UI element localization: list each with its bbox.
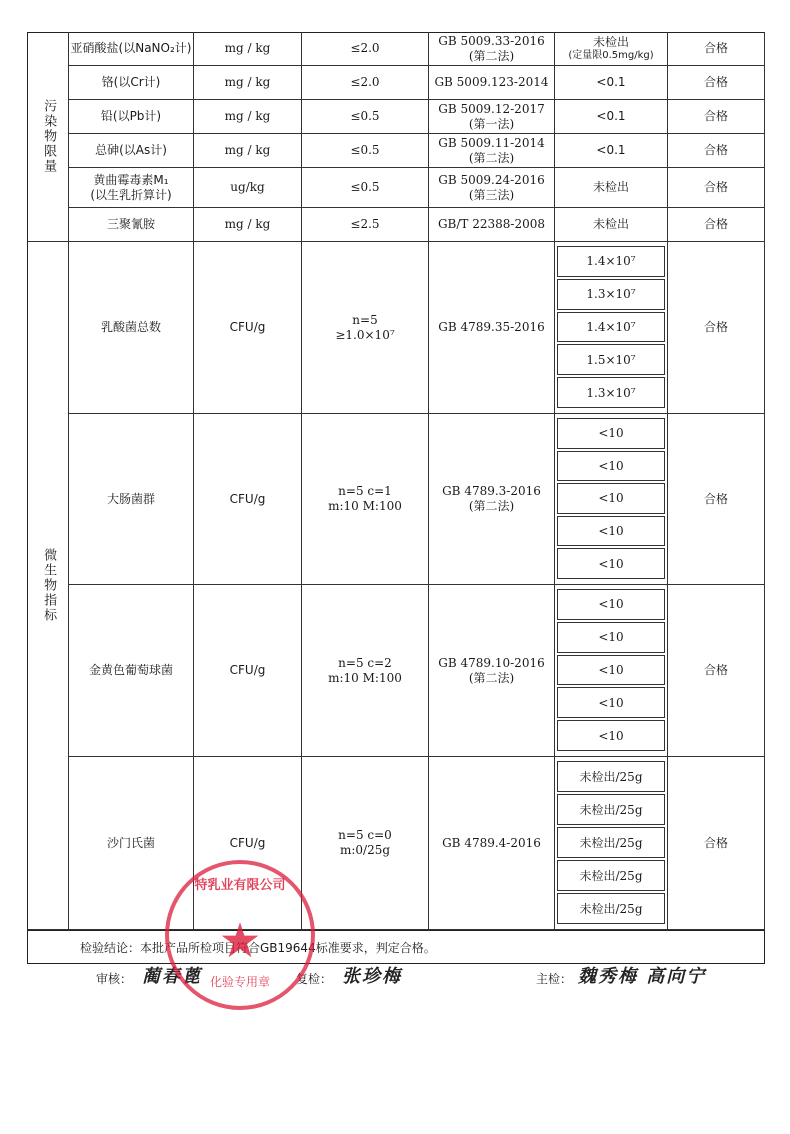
item-name: 铅(以Pb计): [100, 109, 162, 123]
sample-result: <10: [557, 451, 665, 482]
method-standard: GB 5009.12-2017: [438, 101, 545, 116]
unit-cell: mg / kg: [194, 100, 302, 134]
result-value: <0.1: [596, 143, 626, 157]
sample-result: <10: [557, 655, 665, 686]
limit-criteria: m:10 M:100: [328, 670, 402, 685]
method-standard: GB 4789.10-2016: [438, 655, 545, 670]
item-name: 黄曲霉毒素M₁: [93, 172, 169, 187]
method-cell: [429, 66, 555, 100]
method-standard: GB 4789.3-2016: [442, 484, 541, 498]
result-cell: [555, 66, 668, 100]
method-standard: GB 5009.33-2016: [438, 33, 545, 48]
result-value: <0.1: [596, 109, 626, 123]
limit-cell: ≤0.5: [302, 134, 429, 168]
sample-result: 1.4×10⁷: [557, 246, 665, 277]
limit-criteria: m:10 M:100: [328, 499, 402, 513]
sample-result: 1.5×10⁷: [557, 344, 665, 375]
pollutant-item: [69, 134, 194, 168]
unit-cell: mg / kg: [194, 208, 302, 242]
method-standard: GB 5009.11-2014: [438, 135, 545, 150]
method-cell: [429, 585, 555, 757]
unit-cell: ug/kg: [194, 168, 302, 208]
item-note: (以生乳折算计): [90, 187, 172, 202]
pollutant-item: [69, 168, 194, 208]
sample-result: 1.4×10⁷: [557, 312, 665, 343]
limit-sampling: n=5 c=1: [338, 484, 392, 498]
pollutant-item: [69, 208, 194, 242]
result-cell: [555, 168, 668, 208]
method-variant: (第三法): [468, 187, 515, 202]
sample-result: <10: [557, 548, 665, 579]
verdict-cell: 合格: [668, 100, 765, 134]
sample-result: 未检出/25g: [557, 827, 665, 858]
method-cell: [429, 208, 555, 242]
group-label-micro: 微生物指标: [27, 242, 69, 930]
limit-cell: [302, 585, 429, 757]
chief-signature: 魏秀梅 高向宁: [578, 966, 707, 987]
group-label-pollutant: 污染物限量: [27, 32, 69, 242]
result-note: (定量限0.5mg/kg): [568, 49, 654, 61]
verdict-cell: 合格: [668, 585, 765, 757]
method-variant: (第二法): [468, 499, 515, 513]
seal-bottom-text: 化验专用章: [209, 975, 270, 989]
sample-result: <10: [557, 589, 665, 620]
limit-cell: ≤0.5: [302, 168, 429, 208]
verdict-cell: 合格: [668, 168, 765, 208]
sample-result: <10: [557, 720, 665, 751]
method-standard: GB 5009.24-2016: [438, 172, 545, 187]
verdict-cell: 合格: [668, 32, 765, 66]
limit-cell: [302, 757, 429, 930]
method-variant: (第一法): [468, 116, 515, 131]
method-cell: [429, 168, 555, 208]
unit-cell: mg / kg: [194, 66, 302, 100]
sample-result: 未检出/25g: [557, 761, 665, 792]
conclusion-text: 检验结论：本批产品所检项目符合GB19644标准要求，判定合格。: [80, 941, 436, 955]
unit-cell: CFU/g: [194, 757, 302, 930]
unit-cell: mg / kg: [194, 134, 302, 168]
item-name: 亚硝酸盐(以NaNO₂计): [70, 41, 192, 55]
micro-item: 大肠菌群: [69, 414, 194, 585]
limit-sampling: n=5: [352, 312, 378, 327]
method-cell: [429, 414, 555, 585]
method-cell: [429, 134, 555, 168]
item-name: 铬(以Cr计): [101, 75, 161, 89]
item-name: 三聚氰胺: [106, 217, 155, 231]
limit-criteria: ≥1.0×10⁷: [335, 327, 395, 342]
verdict-cell: 合格: [668, 242, 765, 414]
review-label: 审核：: [96, 972, 133, 986]
method-standard: GB 5009.123-2014: [434, 75, 549, 89]
result-cell: [555, 134, 668, 168]
limit-sampling: n=5 c=0: [338, 828, 392, 842]
sample-result: 未检出/25g: [557, 860, 665, 891]
sample-result: <10: [557, 418, 665, 449]
recheck-signature: 张珍梅: [342, 966, 402, 987]
recheck-label: 复检：: [296, 972, 333, 986]
verdict-cell: 合格: [668, 757, 765, 930]
micro-item: 乳酸菌总数: [69, 242, 194, 414]
sample-result: <10: [557, 687, 665, 718]
result-cell: [555, 32, 668, 66]
result-cell: [555, 100, 668, 134]
method-variant: (第二法): [468, 670, 515, 685]
result-cell: [555, 208, 668, 242]
seal-top-text: 特乳业有限公司: [194, 878, 286, 893]
item-name: 总砷(以As计): [95, 143, 167, 157]
method-standard: GB 4789.4-2016: [442, 835, 541, 850]
verdict-cell: 合格: [668, 414, 765, 585]
unit-cell: CFU/g: [194, 585, 302, 757]
method-variant: (第二法): [468, 48, 515, 63]
method-cell: [429, 32, 555, 66]
company-seal: [165, 860, 315, 1010]
pollutant-item: [69, 100, 194, 134]
sample-result: <10: [557, 483, 665, 514]
pollutant-item: [69, 66, 194, 100]
sample-result: 未检出/25g: [557, 794, 665, 825]
limit-cell: [302, 242, 429, 414]
result-value: 未检出: [592, 34, 629, 49]
sample-result: 1.3×10⁷: [557, 279, 665, 310]
result-value: 未检出: [592, 180, 629, 194]
verdict-cell: 合格: [668, 208, 765, 242]
unit-cell: CFU/g: [194, 242, 302, 414]
pollutant-item: [69, 32, 194, 66]
method-cell: [429, 100, 555, 134]
seal-star-icon: ★: [218, 912, 262, 969]
sample-result: 1.3×10⁷: [557, 377, 665, 408]
chief-label: 主检：: [536, 972, 573, 986]
micro-item: 沙门氏菌: [69, 757, 194, 930]
limit-sampling: n=5 c=2: [338, 655, 392, 670]
sample-result: <10: [557, 622, 665, 653]
result-value: 未检出: [592, 217, 629, 231]
limit-cell: ≤2.0: [302, 66, 429, 100]
result-value: <0.1: [596, 75, 626, 89]
method-variant: (第二法): [468, 150, 515, 165]
review-signature: 蔺春蓖: [142, 966, 202, 987]
limit-cell: ≤2.0: [302, 32, 429, 66]
method-standard: GB 4789.35-2016: [438, 320, 545, 334]
method-cell: [429, 757, 555, 930]
sample-result: 未检出/25g: [557, 893, 665, 924]
limit-criteria: m:0/25g: [339, 843, 391, 857]
unit-cell: CFU/g: [194, 414, 302, 585]
method-cell: [429, 242, 555, 414]
sample-result: <10: [557, 516, 665, 547]
micro-item: 金黄色葡萄球菌: [69, 585, 194, 757]
limit-cell: ≤0.5: [302, 100, 429, 134]
verdict-cell: 合格: [668, 134, 765, 168]
method-standard: GB/T 22388-2008: [437, 217, 546, 231]
unit-cell: mg / kg: [194, 32, 302, 66]
limit-cell: [302, 414, 429, 585]
limit-cell: ≤2.5: [302, 208, 429, 242]
verdict-cell: 合格: [668, 66, 765, 100]
